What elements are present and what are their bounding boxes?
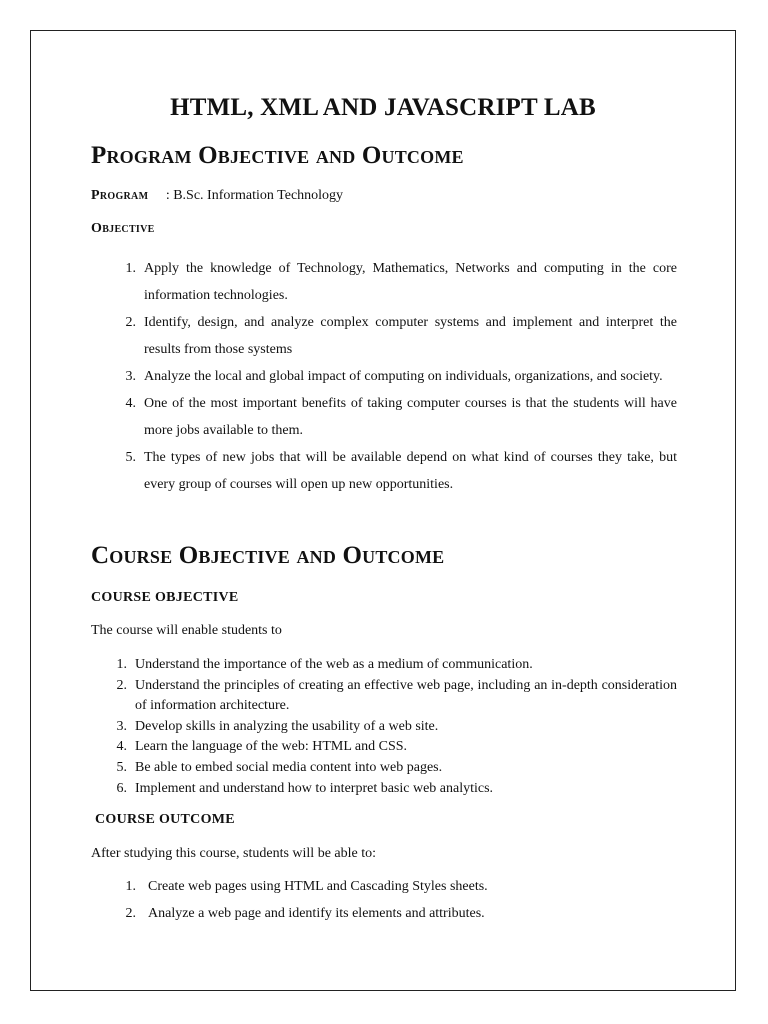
- course-objective-heading: COURSE OBJECTIVE: [91, 590, 239, 605]
- program-objectives-list: [125, 255, 677, 498]
- list-number: 1.: [116, 657, 127, 672]
- list-item: [125, 900, 677, 927]
- document-title: HTML, XML AND JAVASCRIPT LAB: [170, 94, 596, 121]
- list-item: [116, 676, 677, 717]
- list-item: [125, 873, 677, 900]
- list-text: Analyze the local and global impact of computing on individuals, organizations, and society.: [144, 369, 663, 384]
- list-text: Understand the importance of the web as a medium of communication.: [135, 657, 533, 672]
- list-text: Develop skills in analyzing the usability of a web site.: [135, 718, 439, 734]
- list-text: Identify, design, and analyze complex computer systems and implement and interpret the results from those systems: [144, 315, 677, 357]
- program-value: : B.Sc. Information Technology: [165, 188, 344, 203]
- course-outcomes-list: [125, 873, 677, 927]
- list-number: 2.: [116, 677, 127, 693]
- list-item: [125, 255, 677, 309]
- list-text: Be able to embed social media content into web pages.: [135, 759, 443, 775]
- list-item: [116, 758, 677, 779]
- course-section-heading: Course Objective and Outcome: [91, 542, 445, 569]
- course-objectives-list: [116, 655, 677, 799]
- objective-label: Objective: [91, 221, 155, 236]
- list-item: [116, 717, 677, 738]
- list-number: 6.: [116, 780, 127, 796]
- list-item: [125, 309, 677, 363]
- list-number: 1.: [125, 261, 136, 276]
- list-number: 3.: [116, 718, 127, 734]
- list-item: [125, 444, 677, 498]
- list-number: 5.: [125, 450, 136, 465]
- list-number: 5.: [116, 759, 127, 775]
- course-outcome-intro: After studying this course, students will be able to:: [91, 846, 377, 861]
- list-number: 1.: [125, 879, 136, 894]
- list-item: [116, 655, 677, 676]
- program-label: Program: [91, 188, 149, 203]
- course-objective-intro: The course will enable students to: [91, 623, 282, 638]
- list-text: Analyze a web page and identify its elements and attributes.: [148, 906, 485, 921]
- list-number: 3.: [125, 369, 136, 384]
- program-line: [91, 188, 343, 204]
- list-text: One of the most important benefits of taking computer courses is that the students will have more jobs available to them.: [144, 396, 677, 438]
- list-text: Understand the principles of creating an effective web page, including an in-depth consideration of information architecture.: [135, 677, 677, 714]
- list-item: [125, 363, 677, 390]
- list-item: [116, 779, 677, 800]
- list-number: 4.: [116, 739, 127, 755]
- list-item: [125, 390, 677, 444]
- list-item: [116, 737, 677, 758]
- list-text: Create web pages using HTML and Cascading Styles sheets.: [148, 879, 488, 894]
- list-number: 2.: [125, 906, 136, 921]
- list-text: Learn the language of the web: HTML and CSS.: [135, 739, 408, 755]
- program-section-heading: Program Objective and Outcome: [91, 142, 464, 169]
- list-number: 2.: [125, 315, 136, 330]
- list-number: 4.: [125, 396, 136, 411]
- list-text: The types of new jobs that will be available depend on what kind of courses they take, but every group of courses will open up new opportunities.: [144, 450, 677, 492]
- list-text: Implement and understand how to interpret basic web analytics.: [135, 780, 494, 796]
- course-outcome-heading: COURSE OUTCOME: [95, 812, 235, 827]
- list-text: Apply the knowledge of Technology, Mathematics, Networks and computing in the core information technologies.: [144, 261, 677, 303]
